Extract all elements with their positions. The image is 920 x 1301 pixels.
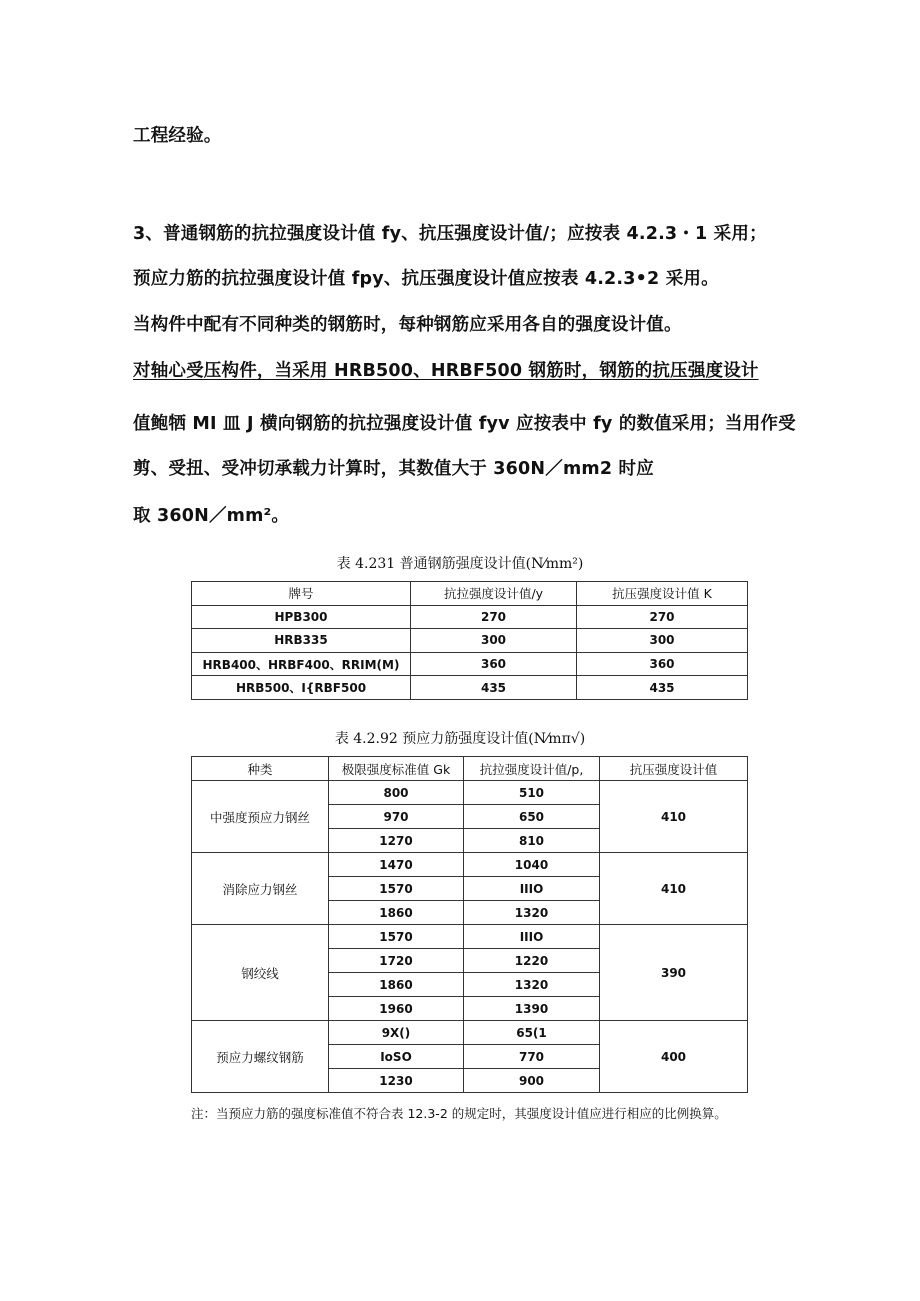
cell-tensile: IIIO: [464, 877, 600, 901]
header-standard: 极限强度标准值 Gk: [329, 757, 464, 781]
table-row: [192, 925, 748, 949]
cell-standard: 9X(): [329, 1021, 464, 1045]
cell-compressive: 270: [577, 605, 748, 629]
cell-type: 消除应力钢丝: [192, 853, 329, 925]
cell-tensile: 510: [464, 781, 600, 805]
cell-compressive: 300: [577, 629, 748, 653]
paragraph-1: 3、普通钢筋的抗拉强度设计值 fy、抗压强度设计值/；应按表 4.2.3・1 采用；: [133, 224, 767, 244]
cell-tensile: 810: [464, 829, 600, 853]
paragraph-6: 剪、受扭、受冲切承载力计算时，其数值大于 360N／mm2 时应: [133, 459, 654, 479]
cell-tensile: 300: [411, 629, 577, 653]
cell-compressive: 400: [600, 1021, 748, 1093]
steel-strength-table: [191, 581, 748, 700]
cell-grade: HRB500、I{RBF500: [192, 676, 411, 700]
cell-standard: 1470: [329, 853, 464, 877]
paragraph-7: 取 360N／mm²。: [133, 506, 290, 526]
cell-standard: 1860: [329, 901, 464, 925]
table-row: [192, 853, 748, 877]
prestress-strength-table: [191, 756, 748, 1093]
cell-standard: 970: [329, 805, 464, 829]
paragraph-5: 值鲍牺 MI 皿 J 横向钢筋的抗拉强度设计值 fyv 应按表中 fy 的数值采用；当用作受: [133, 414, 796, 434]
cell-tensile: 1320: [464, 901, 600, 925]
cell-standard: 1960: [329, 997, 464, 1021]
table-header-row: [192, 757, 748, 781]
cell-grade: HRB335: [192, 629, 411, 653]
table-row: [192, 652, 748, 676]
cell-tensile: 360: [411, 652, 577, 676]
cell-grade: HPB300: [192, 605, 411, 629]
cell-standard: 1570: [329, 925, 464, 949]
table2-caption: 表 4.2.92 预应力筋强度设计值(N⁄mπ√): [334, 731, 586, 747]
cell-standard: 1570: [329, 877, 464, 901]
paragraph-3: 当构件中配有不同种类的钢筋时，每种钢筋应采用各自的强度设计值。: [133, 315, 682, 335]
header-tensile: 抗拉强度设计值/p,: [464, 757, 600, 781]
header-type: 种类: [192, 757, 329, 781]
cell-type: 钢绞线: [192, 925, 329, 1021]
table-note: 注：当预应力筋的强度标准值不符合表 12.3-2 的规定时，其强度设计值应进行相应的比例换算。: [191, 1106, 727, 1121]
header-tensile: 抗拉强度设计值/y: [411, 582, 577, 606]
cell-tensile: 1390: [464, 997, 600, 1021]
cell-compressive: 360: [577, 652, 748, 676]
cell-type: 中强度预应力钢丝: [192, 781, 329, 853]
table-header-row: [192, 582, 748, 606]
table-row: [192, 781, 748, 805]
cell-compressive: 390: [600, 925, 748, 1021]
cell-standard: 1720: [329, 949, 464, 973]
cell-compressive: 410: [600, 781, 748, 853]
cell-tensile: 1320: [464, 973, 600, 997]
table-row: [192, 629, 748, 653]
cell-type: 预应力螺纹钢筋: [192, 1021, 329, 1093]
cell-tensile: 770: [464, 1045, 600, 1069]
header-compressive: 抗压强度设计值: [600, 757, 748, 781]
table-row: [192, 605, 748, 629]
paragraph-4: 对轴心受压构件，当采用 HRB500、HRBF500 钢筋时，钢筋的抗压强度设计: [133, 361, 759, 381]
table-row: [192, 676, 748, 700]
header-grade: 牌号: [192, 582, 411, 606]
paragraph-2: 预应力筋的抗拉强度设计值 fpy、抗压强度设计值应按表 4.2.3•2 采用。: [133, 269, 719, 289]
cell-standard: 1860: [329, 973, 464, 997]
table-row: [192, 1021, 748, 1045]
cell-standard: 1270: [329, 829, 464, 853]
cell-tensile: 900: [464, 1069, 600, 1093]
cell-standard: 800: [329, 781, 464, 805]
cell-standard: IoSO: [329, 1045, 464, 1069]
cell-compressive: 410: [600, 853, 748, 925]
cell-tensile: 65(1: [464, 1021, 600, 1045]
cell-tensile: 270: [411, 605, 577, 629]
cell-tensile: 650: [464, 805, 600, 829]
table1-caption: 表 4.231 普通钢筋强度设计值(N⁄mm²): [336, 556, 584, 572]
cell-tensile: IIIO: [464, 925, 600, 949]
cell-tensile: 1040: [464, 853, 600, 877]
cell-grade: HRB400、HRBF400、RRIM(M): [192, 652, 411, 676]
cell-standard: 1230: [329, 1069, 464, 1093]
paragraph-0: 工程经验。: [133, 126, 222, 146]
cell-tensile: 1220: [464, 949, 600, 973]
cell-compressive: 435: [577, 676, 748, 700]
header-compressive: 抗压强度设计值 K: [577, 582, 748, 606]
cell-tensile: 435: [411, 676, 577, 700]
